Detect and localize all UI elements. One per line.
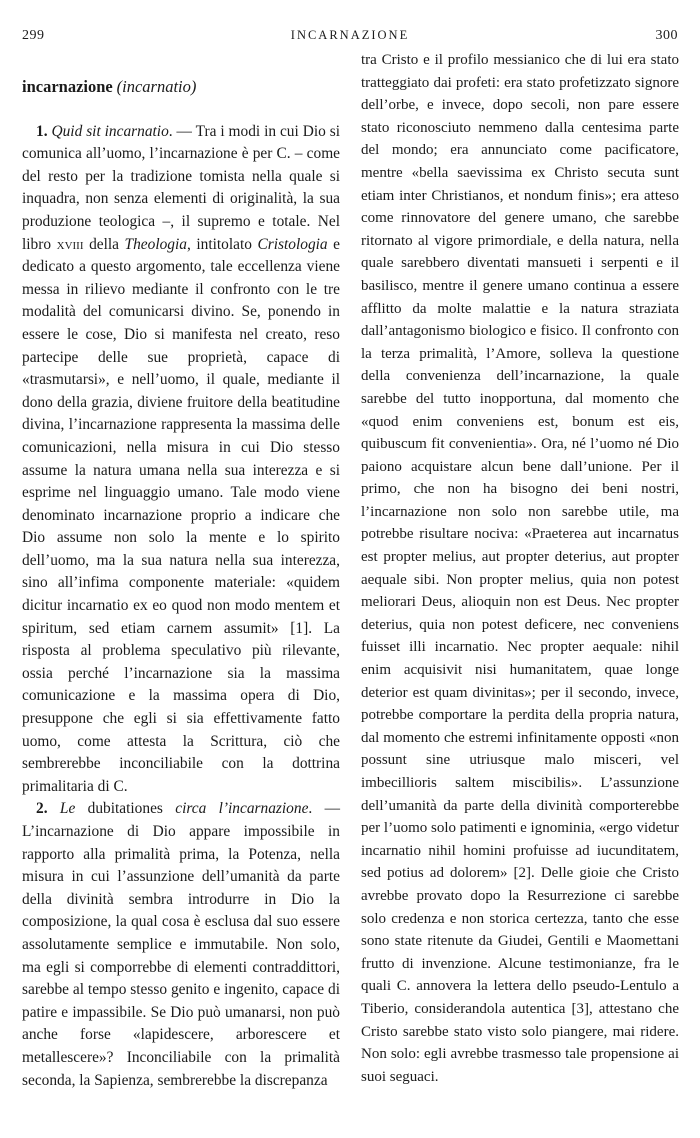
entry-heading bbox=[22, 76, 340, 100]
section-2-continuation: tra Cristo e il profilo messianico che di lui era stato tratteggiato dai profeti: era stato profetizzato signore dell’orbe, e invece, dopo secoli, non pare essere stato riconosciuto nemmeno dalla centesima parte del mondo; era annunciato come pacificatore, mentre «bella saevissima ex Christo secuta sunt etiam inter Christianos, et nondum finis»; era atteso come rinnovatore del genere umano, che sarebbe ritornato al vigore primordiale, e della natura, nella quale sarebbero diventati mansueti i serpenti e il basilisco, mentre il genere umano continua a essere afflitto da molte malattie e la natura straziata dall’antagonismo biologico e fisico. Il confronto con la terza primalità, l’Amore, solleva la questione della convenienza dell’incarnazione, la quale sarebbe del tutto inopportuna, dal momento che «quod enim conveniens est, bonum est eis, quibuscum fit convenientia». Ora, né l’uomo né Dio paiono acquistare alcun bene dall’unione. Per il primo, che non ha bisogno dei beni nostri, l’incarnazione non solo non sarebbe utile, ma potrebbe risultare nociva: «Praeterea aut incarnatus est propter melius, aut propter deterius, aut propter aequale sibi. Non propter melius, quia non potest meliorari Deus, alioquin non est Deus. Nec propter deterius, quia non potest deficere, nec conveniens fuisset illi incarnatio. Nec propter aequale: nihil enim acquisivit nisi humanitatem, quae longe deterior est quam divinitas»; per il secondo, invece, potrebbe comportare la perdita della propria natura, dal momento che estremi infinitamente opposti «non possunt sine utriusque malo misceri, vel imbecillioris saltem miscibilis». L’assunzione dell’umanità da parte della divinità comporterebbe per l’uomo solo patimenti e ignominia, «ergo videtur incarnatio nihil homini profuisse ad iucunditatem, sed potius ad dolorem» [2]. Delle gioie che Cristo avrebbe provato dopo la Resurrezione ci sarebbe solo credenza e non storica certezza, tanto che esse sono state ritenute da Giudei, Gentili e Maomettani frutto di invenzione. Alcune testimonianze, fra le quali C. annovera la lettera dello pseudo-Lentulo a Tiberio, considerandola autentica [3], attestano che Cristo sarebbe stato visto solo piangere, mai ridere. Non solo: egli avrebbe trasmesso tale propensione ai suoi seguaci. bbox=[361, 52, 679, 1085]
work-title-cristologia: Cristologia bbox=[257, 235, 328, 253]
section-2-paragraph: 2. Le dubitationes circa l’incarnazione. — L’incarnazione di Dio appare impossibile in rapporto alla primalità prima, la Potenza, nella misura in cui l’assunzione dell’umanità da parte della divinità sembra introdurre in Dio la composizione, la qual cosa è esclusa dal suo essere assolutamente semplice e immutabile. Non solo, ma egli si comporrebbe di elementi contraddittori, sarebbe al tempo stesso genito e ingenito, capace di patire e impassibile. Se Dio può umanarsi, non può anche forse «lapidescere, arborescere et metallescere»? Inconciliabile con la primalità seconda, la Sapienza, sembrerebbe la discrepanza bbox=[22, 800, 340, 1089]
page-number-right: 300 bbox=[655, 28, 678, 43]
section-1-title: Quid sit incarnatio bbox=[51, 122, 169, 140]
column-left bbox=[22, 76, 340, 1092]
section-1-paragraph: 1. Quid sit incarnatio. — Tra i modi in cui Dio si comunica all’uomo, l’incarnazione è per C. – come del resto per la tradizione tomista nella quale si inquadra, non senza elementi di originalità, la sua produzione teologica –, il supremo e totale. Nel libro xviii della Theologia, intitolato Cristologia e dedicato a questo argomento, tale eccellenza viene messa in rilievo mediante il confronto con le tre modalità del comunicarsi divino. Se, ponendo in essere le cose, Dio si manifesta nel creato, reso partecipe delle sue proprietà, capace di «trasmutarsi», e nell’uomo, il quale, mediante il dono della grazia, diviene fruitore della beatitudine divina, l’incarnazione rappresenta la massima delle comunicazioni, nella misura in cui Dio stesso assume la natura umana nella sua interezza e si esprime nel linguaggio umano. Tale modo viene denominato incarnazione proprio a indicare che Dio assume non solo la mente e lo spirito dell’uomo, ma la sua natura nella sua interezza, sino all’infima componente materiale: «quidem dicitur incarnatio ex eo quod non modo mentem et spiritum, sed etiam carnem assumit» [1]. La risposta al problema speculativo più rilevante, ossia perché l’incarnazione sia la massima comunicazione e la massima opera di Dio, presuppone che egli si sia effettivamente fatto uomo, come attesta la Scrittura, ciò che sembrerebbe inconciliabile con la dottrina primalitaria di C. bbox=[22, 122, 341, 795]
section-2-number: 2. bbox=[36, 800, 48, 818]
section-2-title: Le bbox=[59, 800, 76, 818]
running-title: INCARNAZIONE bbox=[290, 28, 410, 42]
page-number-left: 299 bbox=[22, 28, 45, 43]
column-right bbox=[361, 49, 679, 1088]
work-title-theologia: Theologia bbox=[124, 235, 187, 253]
section-1-number: 1. bbox=[36, 122, 48, 140]
entry-latin: (incarnatio) bbox=[116, 77, 197, 96]
entry-lemma: incarnazione bbox=[22, 77, 113, 96]
book-number: xviii bbox=[56, 235, 84, 253]
